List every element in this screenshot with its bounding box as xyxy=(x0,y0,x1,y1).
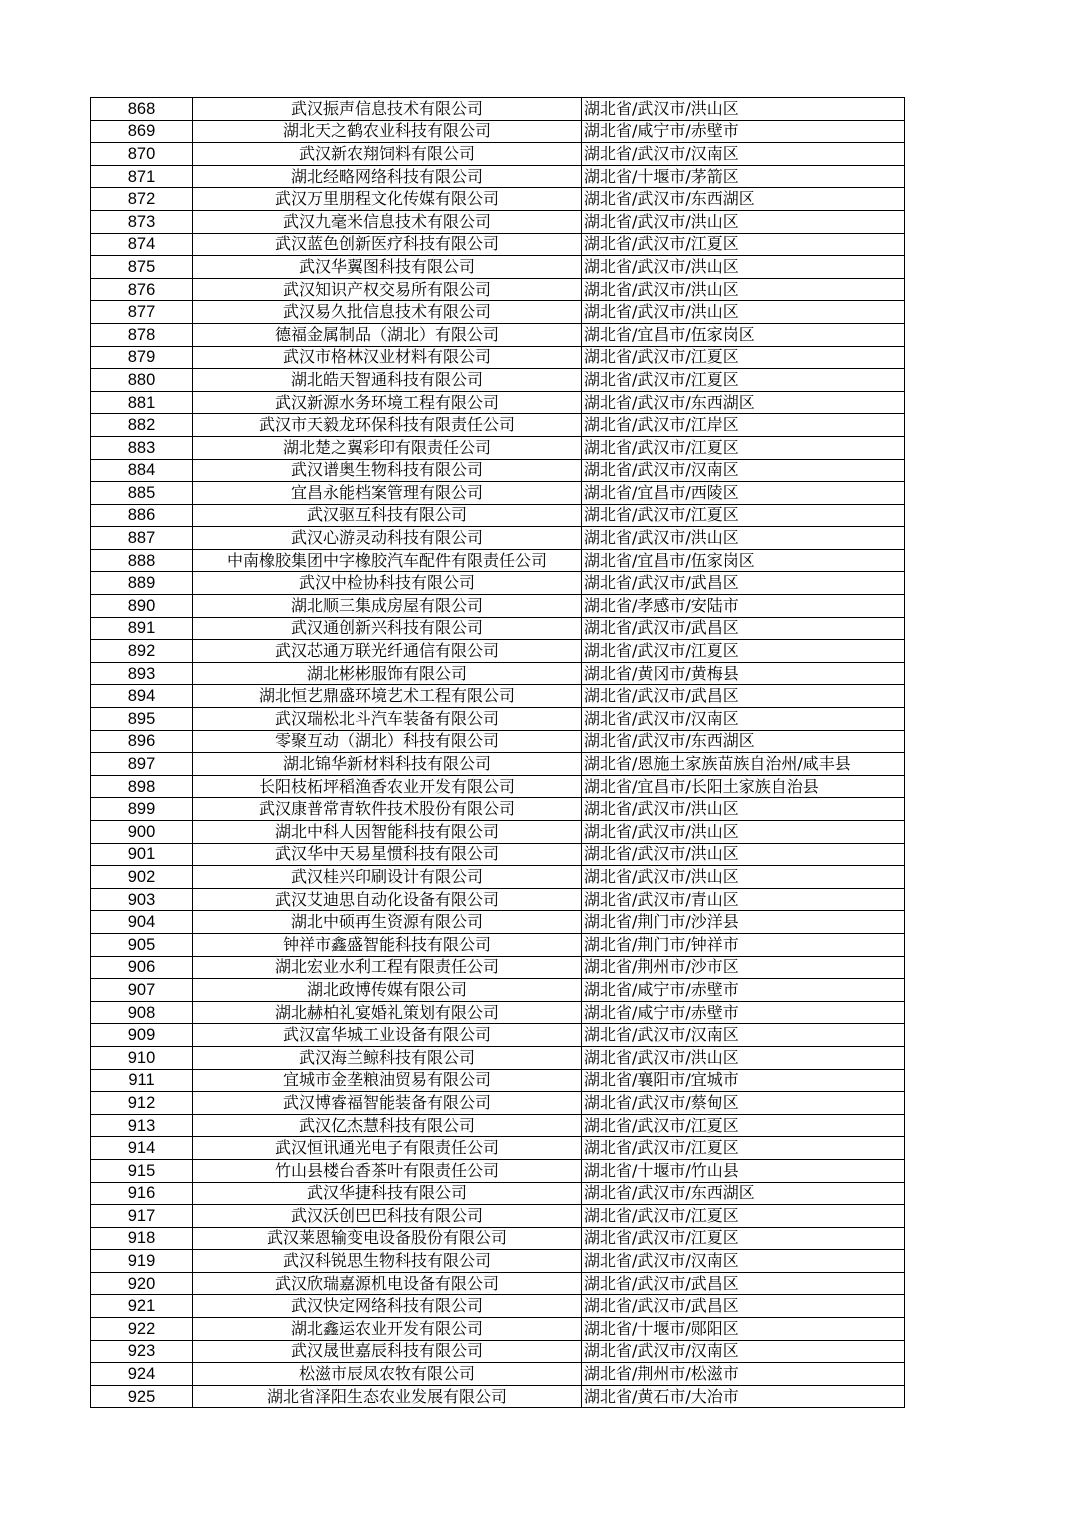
region-cell: 湖北省/武汉市/洪山区 xyxy=(582,866,905,889)
company-name-cell: 武汉沃创巴巴科技有限公司 xyxy=(193,1205,582,1228)
table-row xyxy=(91,662,905,685)
company-name-cell: 湖北恒艺鼎盛环境艺术工程有限公司 xyxy=(193,685,582,708)
table-row xyxy=(91,933,905,956)
table-row xyxy=(91,1092,905,1115)
row-number-cell: 910 xyxy=(91,1046,193,1069)
region-cell: 湖北省/武汉市/汉南区 xyxy=(582,143,905,166)
table-row xyxy=(91,572,905,595)
company-name-cell: 湖北鑫运农业开发有限公司 xyxy=(193,1318,582,1341)
region-cell: 湖北省/孝感市/安陆市 xyxy=(582,595,905,618)
table-row xyxy=(91,753,905,776)
table-row xyxy=(91,617,905,640)
company-name-cell: 宜城市金垄粮油贸易有限公司 xyxy=(193,1069,582,1092)
region-cell: 湖北省/武汉市/武昌区 xyxy=(582,685,905,708)
company-name-cell: 武汉华捷科技有限公司 xyxy=(193,1182,582,1205)
table-row xyxy=(91,866,905,889)
region-cell: 湖北省/武汉市/汉南区 xyxy=(582,1340,905,1363)
row-number-cell: 898 xyxy=(91,775,193,798)
table-row xyxy=(91,979,905,1002)
region-cell: 湖北省/咸宁市/赤壁市 xyxy=(582,1001,905,1024)
company-name-cell: 湖北宏业水利工程有限责任公司 xyxy=(193,956,582,979)
table-row xyxy=(91,1069,905,1092)
company-name-cell: 武汉华翼图科技有限公司 xyxy=(193,256,582,279)
company-name-cell: 武汉富华城工业设备有限公司 xyxy=(193,1024,582,1047)
row-number-cell: 890 xyxy=(91,595,193,618)
row-number-cell: 908 xyxy=(91,1001,193,1024)
row-number-cell: 884 xyxy=(91,459,193,482)
company-name-cell: 钟祥市鑫盛智能科技有限公司 xyxy=(193,933,582,956)
region-cell: 湖北省/宜昌市/长阳土家族自治县 xyxy=(582,775,905,798)
company-name-cell: 武汉欣瑞嘉源机电设备有限公司 xyxy=(193,1272,582,1295)
row-number-cell: 878 xyxy=(91,323,193,346)
company-name-cell: 武汉康普常青软件技术股份有限公司 xyxy=(193,798,582,821)
row-number-cell: 915 xyxy=(91,1159,193,1182)
table-row xyxy=(91,482,905,505)
row-number-cell: 919 xyxy=(91,1250,193,1273)
company-name-cell: 武汉易久批信息技术有限公司 xyxy=(193,301,582,324)
row-number-cell: 882 xyxy=(91,414,193,437)
row-number-cell: 909 xyxy=(91,1024,193,1047)
table-row xyxy=(91,459,905,482)
row-number-cell: 893 xyxy=(91,662,193,685)
region-cell: 湖北省/宜昌市/伍家岗区 xyxy=(582,323,905,346)
company-name-cell: 武汉科锐思生物科技有限公司 xyxy=(193,1250,582,1273)
region-cell: 湖北省/黄冈市/黄梅县 xyxy=(582,662,905,685)
table-row xyxy=(91,1227,905,1250)
region-cell: 湖北省/武汉市/洪山区 xyxy=(582,278,905,301)
region-cell: 湖北省/武汉市/洪山区 xyxy=(582,527,905,550)
row-number-cell: 868 xyxy=(91,98,193,121)
row-number-cell: 905 xyxy=(91,933,193,956)
company-name-cell: 武汉新农翔饲料有限公司 xyxy=(193,143,582,166)
row-number-cell: 916 xyxy=(91,1182,193,1205)
company-name-cell: 武汉晟世嘉辰科技有限公司 xyxy=(193,1340,582,1363)
company-name-cell: 武汉新源水务环境工程有限公司 xyxy=(193,391,582,414)
table-row xyxy=(91,775,905,798)
row-number-cell: 886 xyxy=(91,504,193,527)
company-list-table xyxy=(90,97,905,1408)
region-cell: 湖北省/武汉市/东西湖区 xyxy=(582,1182,905,1205)
region-cell: 湖北省/武汉市/东西湖区 xyxy=(582,730,905,753)
row-number-cell: 872 xyxy=(91,188,193,211)
company-name-cell: 湖北楚之翼彩印有限责任公司 xyxy=(193,436,582,459)
table-row xyxy=(91,1250,905,1273)
company-name-cell: 湖北省泽阳生态农业发展有限公司 xyxy=(193,1385,582,1408)
table-row xyxy=(91,1318,905,1341)
table-row xyxy=(91,278,905,301)
company-name-cell: 竹山县楼台香茶叶有限责任公司 xyxy=(193,1159,582,1182)
row-number-cell: 921 xyxy=(91,1295,193,1318)
region-cell: 湖北省/武汉市/江夏区 xyxy=(582,1227,905,1250)
row-number-cell: 895 xyxy=(91,708,193,731)
company-name-cell: 武汉华中天易星惯科技有限公司 xyxy=(193,843,582,866)
region-cell: 湖北省/武汉市/洪山区 xyxy=(582,1046,905,1069)
row-number-cell: 869 xyxy=(91,120,193,143)
table-row xyxy=(91,369,905,392)
region-cell: 湖北省/恩施土家族苗族自治州/咸丰县 xyxy=(582,753,905,776)
table-row xyxy=(91,1205,905,1228)
company-name-cell: 宜昌永能档案管理有限公司 xyxy=(193,482,582,505)
region-cell: 湖北省/武汉市/青山区 xyxy=(582,888,905,911)
row-number-cell: 877 xyxy=(91,301,193,324)
region-cell: 湖北省/武汉市/洪山区 xyxy=(582,301,905,324)
region-cell: 湖北省/荆门市/钟祥市 xyxy=(582,933,905,956)
row-number-cell: 899 xyxy=(91,798,193,821)
region-cell: 湖北省/武汉市/武昌区 xyxy=(582,1272,905,1295)
region-cell: 湖北省/十堰市/郧阳区 xyxy=(582,1318,905,1341)
row-number-cell: 911 xyxy=(91,1069,193,1092)
region-cell: 湖北省/武汉市/洪山区 xyxy=(582,256,905,279)
row-number-cell: 875 xyxy=(91,256,193,279)
company-name-cell: 武汉市天毅龙环保科技有限责任公司 xyxy=(193,414,582,437)
row-number-cell: 906 xyxy=(91,956,193,979)
table-row xyxy=(91,1340,905,1363)
row-number-cell: 901 xyxy=(91,843,193,866)
table-row xyxy=(91,188,905,211)
table-row xyxy=(91,1159,905,1182)
row-number-cell: 904 xyxy=(91,911,193,934)
row-number-cell: 871 xyxy=(91,165,193,188)
table-row xyxy=(91,436,905,459)
company-name-cell: 中南橡胶集团中字橡胶汽车配件有限责任公司 xyxy=(193,549,582,572)
row-number-cell: 892 xyxy=(91,640,193,663)
table-row xyxy=(91,1001,905,1024)
region-cell: 湖北省/黄石市/大冶市 xyxy=(582,1385,905,1408)
row-number-cell: 887 xyxy=(91,527,193,550)
row-number-cell: 897 xyxy=(91,753,193,776)
table-row xyxy=(91,1385,905,1408)
table-row xyxy=(91,730,905,753)
region-cell: 湖北省/武汉市/洪山区 xyxy=(582,98,905,121)
company-name-cell: 武汉万里朋程文化传媒有限公司 xyxy=(193,188,582,211)
company-name-cell: 湖北锦华新材料科技有限公司 xyxy=(193,753,582,776)
company-name-cell: 湖北彬彬服饰有限公司 xyxy=(193,662,582,685)
row-number-cell: 913 xyxy=(91,1114,193,1137)
region-cell: 湖北省/武汉市/武昌区 xyxy=(582,572,905,595)
table-row xyxy=(91,549,905,572)
row-number-cell: 891 xyxy=(91,617,193,640)
table-row xyxy=(91,708,905,731)
region-cell: 湖北省/武汉市/江夏区 xyxy=(582,369,905,392)
company-name-cell: 武汉九毫米信息技术有限公司 xyxy=(193,210,582,233)
region-cell: 湖北省/武汉市/江岸区 xyxy=(582,414,905,437)
region-cell: 湖北省/武汉市/洪山区 xyxy=(582,210,905,233)
table-row xyxy=(91,233,905,256)
row-number-cell: 873 xyxy=(91,210,193,233)
row-number-cell: 888 xyxy=(91,549,193,572)
region-cell: 湖北省/武汉市/江夏区 xyxy=(582,1137,905,1160)
table-row xyxy=(91,595,905,618)
row-number-cell: 889 xyxy=(91,572,193,595)
table-row xyxy=(91,1046,905,1069)
row-number-cell: 917 xyxy=(91,1205,193,1228)
table-row xyxy=(91,911,905,934)
region-cell: 湖北省/武汉市/武昌区 xyxy=(582,1295,905,1318)
row-number-cell: 876 xyxy=(91,278,193,301)
table-row xyxy=(91,120,905,143)
row-number-cell: 922 xyxy=(91,1318,193,1341)
table-row xyxy=(91,301,905,324)
company-name-cell: 武汉驱互科技有限公司 xyxy=(193,504,582,527)
company-name-cell: 湖北政博传媒有限公司 xyxy=(193,979,582,1002)
row-number-cell: 907 xyxy=(91,979,193,1002)
company-name-cell: 武汉心游灵动科技有限公司 xyxy=(193,527,582,550)
region-cell: 湖北省/武汉市/江夏区 xyxy=(582,1205,905,1228)
table-row xyxy=(91,504,905,527)
company-name-cell: 武汉芯通万联光纤通信有限公司 xyxy=(193,640,582,663)
table-row xyxy=(91,1024,905,1047)
row-number-cell: 903 xyxy=(91,888,193,911)
company-name-cell: 湖北中硕再生资源有限公司 xyxy=(193,911,582,934)
row-number-cell: 879 xyxy=(91,346,193,369)
table-row xyxy=(91,956,905,979)
table-row xyxy=(91,346,905,369)
company-name-cell: 武汉海兰鲸科技有限公司 xyxy=(193,1046,582,1069)
region-cell: 湖北省/咸宁市/赤壁市 xyxy=(582,120,905,143)
region-cell: 湖北省/武汉市/东西湖区 xyxy=(582,391,905,414)
company-name-cell: 湖北中科人因智能科技有限公司 xyxy=(193,821,582,844)
region-cell: 湖北省/武汉市/汉南区 xyxy=(582,1024,905,1047)
region-cell: 湖北省/武汉市/洪山区 xyxy=(582,843,905,866)
region-cell: 湖北省/武汉市/江夏区 xyxy=(582,436,905,459)
row-number-cell: 912 xyxy=(91,1092,193,1115)
table-row xyxy=(91,98,905,121)
company-name-cell: 武汉博睿福智能装备有限公司 xyxy=(193,1092,582,1115)
region-cell: 湖北省/武汉市/东西湖区 xyxy=(582,188,905,211)
table-row xyxy=(91,1114,905,1137)
table-row xyxy=(91,256,905,279)
row-number-cell: 900 xyxy=(91,821,193,844)
row-number-cell: 894 xyxy=(91,685,193,708)
company-name-cell: 武汉谱奥生物科技有限公司 xyxy=(193,459,582,482)
row-number-cell: 874 xyxy=(91,233,193,256)
table-row xyxy=(91,1182,905,1205)
row-number-cell: 885 xyxy=(91,482,193,505)
company-name-cell: 武汉中检协科技有限公司 xyxy=(193,572,582,595)
table-row xyxy=(91,1272,905,1295)
table-row xyxy=(91,391,905,414)
region-cell: 湖北省/武汉市/武昌区 xyxy=(582,617,905,640)
row-number-cell: 914 xyxy=(91,1137,193,1160)
table-row xyxy=(91,210,905,233)
row-number-cell: 924 xyxy=(91,1363,193,1386)
region-cell: 湖北省/武汉市/汉南区 xyxy=(582,459,905,482)
company-name-cell: 湖北赫柏礼宴婚礼策划有限公司 xyxy=(193,1001,582,1024)
row-number-cell: 881 xyxy=(91,391,193,414)
region-cell: 湖北省/武汉市/江夏区 xyxy=(582,640,905,663)
company-name-cell: 湖北天之鹤农业科技有限公司 xyxy=(193,120,582,143)
company-name-cell: 武汉通创新兴科技有限公司 xyxy=(193,617,582,640)
company-name-cell: 长阳枝柘坪稻渔香农业开发有限公司 xyxy=(193,775,582,798)
region-cell: 湖北省/十堰市/竹山县 xyxy=(582,1159,905,1182)
table-row xyxy=(91,165,905,188)
table-row xyxy=(91,1363,905,1386)
row-number-cell: 920 xyxy=(91,1272,193,1295)
region-cell: 湖北省/襄阳市/宜城市 xyxy=(582,1069,905,1092)
company-name-cell: 武汉振声信息技术有限公司 xyxy=(193,98,582,121)
region-cell: 湖北省/武汉市/蔡甸区 xyxy=(582,1092,905,1115)
region-cell: 湖北省/武汉市/江夏区 xyxy=(582,233,905,256)
region-cell: 湖北省/武汉市/汉南区 xyxy=(582,1250,905,1273)
row-number-cell: 870 xyxy=(91,143,193,166)
company-name-cell: 武汉桂兴印刷设计有限公司 xyxy=(193,866,582,889)
company-name-cell: 武汉瑞松北斗汽车装备有限公司 xyxy=(193,708,582,731)
region-cell: 湖北省/荆州市/沙市区 xyxy=(582,956,905,979)
region-cell: 湖北省/荆州市/松滋市 xyxy=(582,1363,905,1386)
region-cell: 湖北省/武汉市/江夏区 xyxy=(582,346,905,369)
table-row xyxy=(91,888,905,911)
company-name-cell: 德福金属制品（湖北）有限公司 xyxy=(193,323,582,346)
row-number-cell: 880 xyxy=(91,369,193,392)
region-cell: 湖北省/武汉市/江夏区 xyxy=(582,1114,905,1137)
row-number-cell: 923 xyxy=(91,1340,193,1363)
row-number-cell: 902 xyxy=(91,866,193,889)
row-number-cell: 918 xyxy=(91,1227,193,1250)
company-name-cell: 湖北经略网络科技有限公司 xyxy=(193,165,582,188)
company-name-cell: 零聚互动（湖北）科技有限公司 xyxy=(193,730,582,753)
table-body xyxy=(91,98,905,1408)
company-name-cell: 武汉知识产权交易所有限公司 xyxy=(193,278,582,301)
table-row xyxy=(91,843,905,866)
table-row xyxy=(91,798,905,821)
company-name-cell: 武汉亿杰慧科技有限公司 xyxy=(193,1114,582,1137)
company-name-cell: 湖北顺三集成房屋有限公司 xyxy=(193,595,582,618)
row-number-cell: 883 xyxy=(91,436,193,459)
table-row xyxy=(91,527,905,550)
company-name-cell: 武汉快定网络科技有限公司 xyxy=(193,1295,582,1318)
region-cell: 湖北省/宜昌市/西陵区 xyxy=(582,482,905,505)
table-row xyxy=(91,1295,905,1318)
table-row xyxy=(91,414,905,437)
region-cell: 湖北省/十堰市/茅箭区 xyxy=(582,165,905,188)
region-cell: 湖北省/宜昌市/伍家岗区 xyxy=(582,549,905,572)
table-row xyxy=(91,821,905,844)
region-cell: 湖北省/武汉市/洪山区 xyxy=(582,798,905,821)
table-row xyxy=(91,323,905,346)
row-number-cell: 896 xyxy=(91,730,193,753)
table-row xyxy=(91,685,905,708)
region-cell: 湖北省/荆门市/沙洋县 xyxy=(582,911,905,934)
company-name-cell: 武汉蓝色创新医疗科技有限公司 xyxy=(193,233,582,256)
company-name-cell: 湖北皓天智通科技有限公司 xyxy=(193,369,582,392)
company-name-cell: 武汉恒讯通光电子有限责任公司 xyxy=(193,1137,582,1160)
row-number-cell: 925 xyxy=(91,1385,193,1408)
table-row xyxy=(91,143,905,166)
table-row xyxy=(91,1137,905,1160)
region-cell: 湖北省/武汉市/江夏区 xyxy=(582,504,905,527)
company-name-cell: 武汉艾迪思自动化设备有限公司 xyxy=(193,888,582,911)
company-name-cell: 武汉莱恩输变电设备股份有限公司 xyxy=(193,1227,582,1250)
region-cell: 湖北省/咸宁市/赤壁市 xyxy=(582,979,905,1002)
company-name-cell: 松滋市辰凤农牧有限公司 xyxy=(193,1363,582,1386)
company-name-cell: 武汉市格林汉业材料有限公司 xyxy=(193,346,582,369)
region-cell: 湖北省/武汉市/洪山区 xyxy=(582,821,905,844)
region-cell: 湖北省/武汉市/汉南区 xyxy=(582,708,905,731)
table-row xyxy=(91,640,905,663)
